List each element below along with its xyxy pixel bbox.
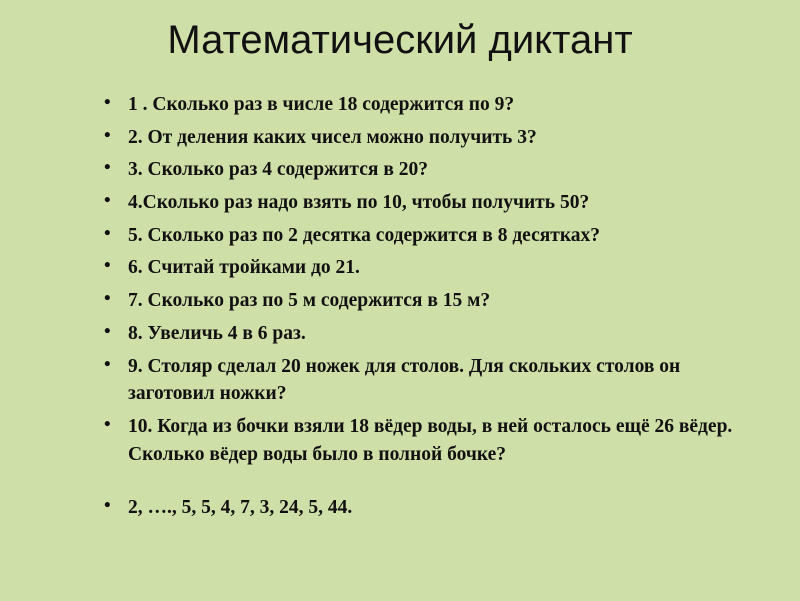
list-item-text: 2. От деления каких чисел можно получить 3? bbox=[128, 126, 537, 148]
list-item bbox=[100, 413, 748, 468]
list-item-text: 6. Считай тройками до 21. bbox=[128, 257, 360, 279]
list-item bbox=[100, 156, 748, 184]
list-item bbox=[100, 353, 748, 408]
list-item-text: 1 . Сколько раз в числе 18 содержится по 9? bbox=[128, 94, 515, 115]
list-item-text: 8. Увеличь 4 в 6 раз. bbox=[128, 322, 306, 344]
list-item-text: 10. Когда из бочки взяли 18 вёдер воды, в ней осталось ещё 26 вёдер. Сколько вёдер воды было в полной бочке? bbox=[128, 415, 733, 465]
list-item-text: 5. Сколько раз по 2 десятка содержится в 8 десятках? bbox=[128, 224, 601, 246]
list-item-text: 7. Сколько раз по 5 м содержится в 15 м? bbox=[128, 290, 491, 312]
list-item bbox=[100, 124, 748, 152]
list-item-text: 4.Сколько раз надо взять по 10, чтобы получить 50? bbox=[128, 192, 590, 214]
bullet-list bbox=[100, 91, 760, 522]
list-item bbox=[100, 222, 748, 250]
list-item-text: 9. Столяр сделал 20 ножек для столов. Для скольких столов он заготовил ножки? bbox=[128, 355, 681, 405]
list-item bbox=[100, 494, 748, 522]
list-item bbox=[100, 189, 748, 217]
slide-content bbox=[0, 91, 800, 522]
list-item bbox=[100, 320, 748, 348]
list-item-text: 3. Сколько раз 4 содержится в 20? bbox=[128, 159, 428, 181]
list-item bbox=[100, 254, 748, 282]
list-item bbox=[100, 287, 748, 315]
list-item bbox=[100, 91, 748, 119]
list-item-text: 2, …., 5, 5, 4, 7, 3, 24, 5, 44. bbox=[128, 497, 353, 519]
page-title: Математический диктант bbox=[167, 18, 633, 62]
